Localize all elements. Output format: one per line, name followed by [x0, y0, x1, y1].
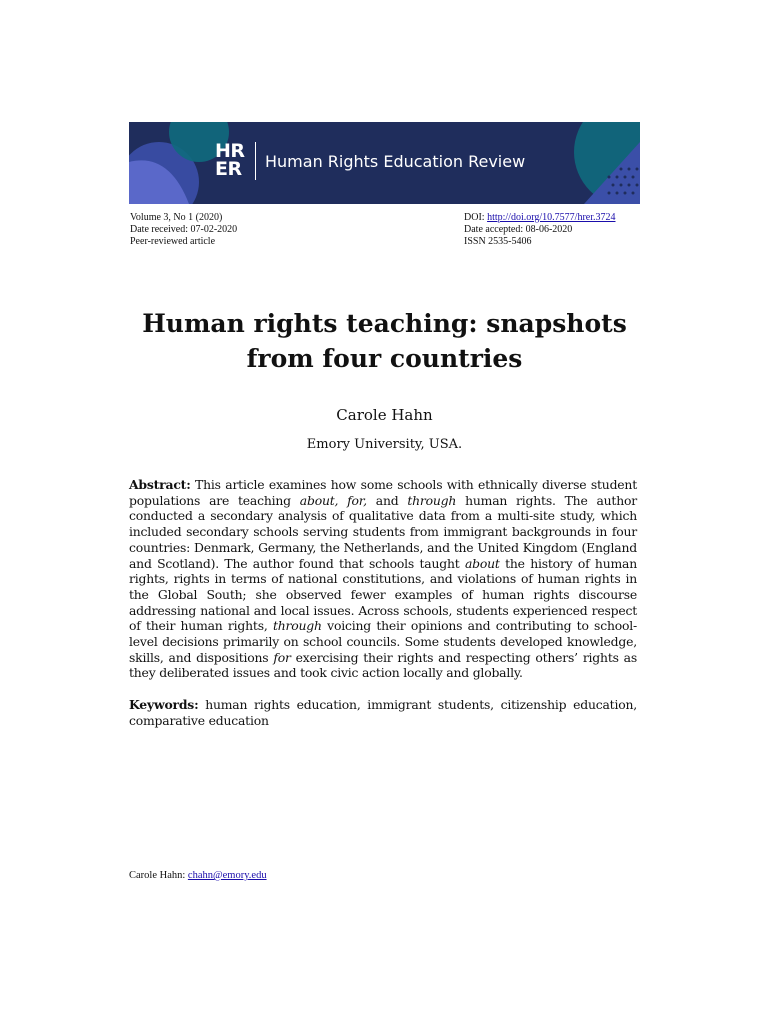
article-meta-left — [130, 212, 237, 248]
date-accepted: Date accepted: 08-06-2020 — [464, 224, 573, 235]
abstract-text-6: exercising their rights and respecting others’ rights as they deliberated issues and took civic action locally and globally. — [129, 649, 638, 681]
abstract — [129, 477, 637, 681]
doi-line — [464, 212, 616, 224]
abstract-text-2: and — [366, 492, 408, 508]
issn: ISSN 2535-5406 — [464, 236, 532, 247]
article-title: Human rights teaching: snapshots from four countries — [142, 309, 627, 373]
date-received: Date received: 07-02-2020 — [130, 224, 238, 235]
keywords-text: human rights education, immigrant students, citizenship education, comparative education — [129, 697, 637, 728]
abstract-label: Abstract: — [129, 477, 191, 492]
abstract-emphasis-3: about — [464, 555, 500, 571]
journal-logo — [215, 142, 245, 178]
keywords — [129, 697, 637, 728]
logo-line-2: ER — [215, 158, 242, 180]
author-name: Carole Hahn — [336, 406, 433, 424]
abstract-text-5: voicing their opinions and contributing to school-level decisions primarily on school councils. Some students developed knowledge, skills, and dispositions — [129, 618, 637, 665]
abstract-emphasis-5: for — [273, 649, 291, 665]
logo-line-1: HR — [215, 140, 245, 162]
journal-name: Human Rights Education Review — [265, 152, 526, 171]
abstract-text-3: human rights. The author conducted a secondary analysis of qualitative data from a multi-site study, which included secondary schools serving students from immigrant backgrounds in four countries: Denmark, Germany, the Netherlands, and the United Kingdom (England and Scotland). The author found that schools taught — [129, 492, 637, 571]
abstract-text-1: This article examines how some schools with ethnically diverse student populations are teaching — [129, 477, 637, 508]
abstract-text-4: the history of human rights, rights in terms of national constitutions, and violations of human rights in the Global South; she observed fewer examples of human rights discourse addressing national and local issues. Across schools, students experienced respect of their human rights, — [129, 555, 637, 634]
doi-label: DOI: — [464, 212, 488, 223]
journal-banner — [129, 122, 640, 204]
article-type: Peer-reviewed article — [130, 236, 216, 247]
abstract-emphasis-4: through — [272, 618, 322, 634]
volume-info: Volume 3, No 1 (2020) — [130, 212, 223, 223]
abstract-emphasis-1: about, for, — [299, 492, 367, 508]
author-contact — [129, 870, 267, 881]
author-affiliation: Emory University, USA. — [306, 437, 463, 452]
keywords-label: Keywords: — [129, 697, 199, 712]
contact-name: Carole Hahn: — [129, 870, 188, 881]
doi-link[interactable]: http://doi.org/10.7577/hrer.3724 — [487, 212, 616, 223]
logo-divider — [255, 142, 256, 180]
article-meta-right — [464, 212, 616, 248]
contact-email-link[interactable]: chahn@emory.edu — [187, 870, 267, 881]
abstract-emphasis-2: through — [407, 492, 457, 508]
